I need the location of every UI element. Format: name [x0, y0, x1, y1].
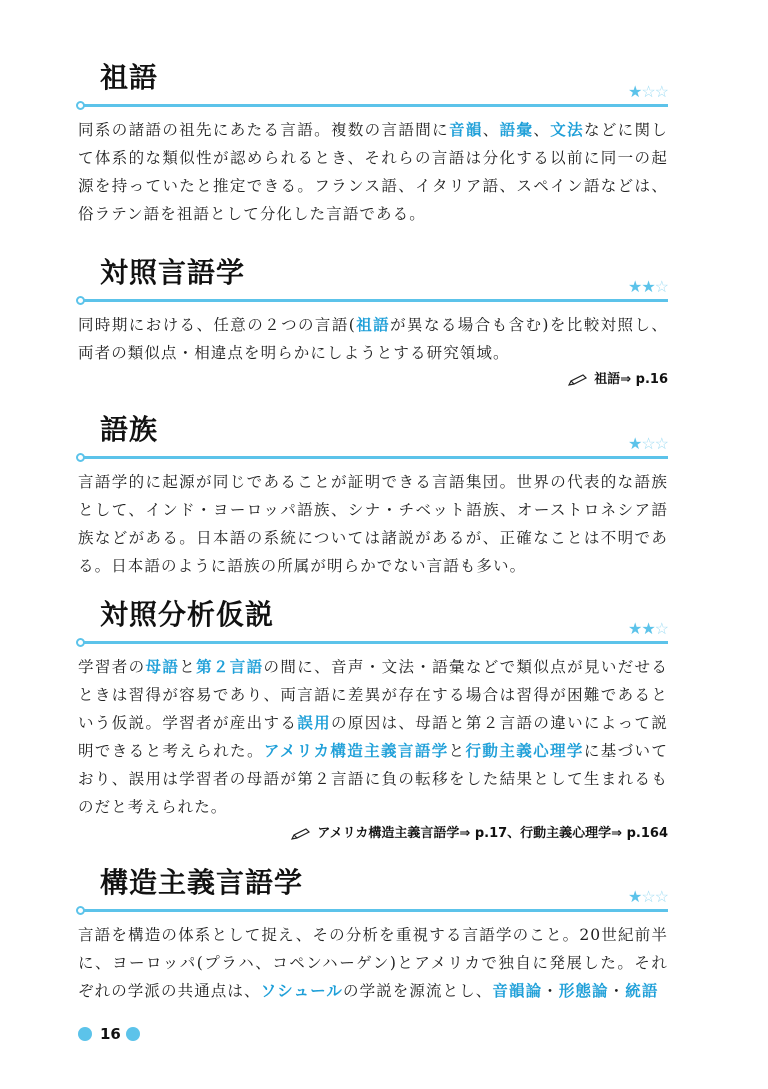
star-filled-icon: ★★ — [627, 277, 655, 296]
star-filled-icon: ★ — [627, 434, 642, 453]
star-empty-icon: ☆☆ — [641, 82, 668, 101]
entry-header — [78, 407, 668, 459]
cross-reference — [78, 369, 668, 391]
title-underline — [78, 909, 668, 912]
body-text: が異なる場合も含む)を比較対照し、両者の類似点・相違点を明らかにしようとする研究領域。 — [78, 316, 669, 362]
star-filled-icon: ★ — [627, 887, 642, 906]
title-underline — [78, 299, 668, 302]
star-empty-icon: ☆ — [654, 619, 668, 638]
entry-body — [78, 653, 668, 821]
star-empty-icon: ☆☆ — [641, 887, 668, 906]
page-number: 16 — [100, 1025, 121, 1043]
keyword: 第２言語 — [196, 658, 264, 676]
difficulty-stars — [628, 436, 668, 452]
body-text: 言語を構造の体系として捉え、その分析を重視する言語学のこと。20世紀前半に、ヨーロッパ(プラハ、コペンハーゲン)とアメリカで独自に発展した。それぞれの学派の共通点は、 — [78, 926, 668, 1000]
entry-header — [78, 250, 668, 302]
cross-reference — [78, 823, 668, 845]
body-text: の原因は、母語と第２言語の違いによって説明できると考えられた。 — [78, 714, 668, 760]
star-empty-icon: ☆☆ — [641, 434, 668, 453]
keyword: 誤用 — [297, 714, 331, 732]
entry-body — [78, 921, 668, 1005]
body-text: 同時期における、任意の２つの言語( — [78, 316, 356, 334]
difficulty-stars — [628, 889, 668, 905]
title-underline — [78, 104, 668, 107]
entry-gozoku — [78, 407, 668, 580]
body-text: 、 — [533, 121, 551, 139]
underline-dot — [76, 453, 85, 462]
entry-kozo-shugi-gengogaku — [78, 860, 668, 1005]
keyword: 祖語 — [355, 316, 391, 334]
footer-dot-right — [126, 1027, 140, 1041]
entry-header — [78, 592, 668, 644]
body-text: ・ — [608, 982, 626, 1000]
entry-title: 語族 — [100, 413, 159, 446]
title-underline — [78, 456, 668, 459]
body-text: 、 — [482, 121, 500, 139]
keyword: 音韻 — [449, 121, 483, 139]
body-text: の学説を源流とし、 — [343, 982, 493, 1000]
keyword: アメリカ構造主義言語学 — [263, 742, 449, 760]
cross-reference-text: アメリカ構造主義言語学⇒ p.17、行動主義心理学⇒ p.164 — [317, 826, 668, 841]
keyword: 統語 — [625, 982, 659, 1000]
difficulty-stars — [628, 84, 668, 100]
difficulty-stars — [628, 279, 668, 295]
entry-taisho-bunseki-kasetsu — [78, 592, 668, 845]
keyword: ソシュール — [260, 982, 343, 1000]
entry-header — [78, 55, 668, 107]
entry-title: 構造主義言語学 — [100, 866, 304, 899]
star-empty-icon: ☆ — [654, 277, 668, 296]
underline-dot — [76, 638, 85, 647]
star-filled-icon: ★ — [627, 82, 642, 101]
body-text: ・ — [542, 982, 559, 1000]
pencil-icon — [291, 828, 311, 840]
entry-title: 祖語 — [100, 61, 159, 94]
body-text: と — [179, 658, 197, 676]
keyword: 行動主義心理学 — [465, 742, 584, 760]
keyword: 母語 — [145, 658, 180, 676]
underline-dot — [76, 101, 85, 110]
keyword: 語彙 — [499, 121, 534, 139]
body-text: などに関して体系的な類似性が認められるとき、それらの言語は分化する以前に同一の起源を持っていたと推定できる。フランス語、イタリア語、スペイン語などは、俗ラテン語を祖語として分化した言語である。 — [78, 121, 669, 223]
body-text: 学習者の — [78, 658, 146, 676]
keyword: 文法 — [550, 121, 584, 139]
footer-dot-left — [78, 1027, 92, 1041]
body-text: と — [448, 742, 466, 760]
difficulty-stars — [628, 621, 668, 637]
body-text: 同系の諸語の祖先にあたる言語。複数の言語間に — [78, 121, 449, 139]
entry-body — [78, 116, 668, 228]
body-text: 言語学的に起源が同じであることが証明できる言語集団。世界の代表的な語族として、インド・ヨーロッパ語族、シナ・チベット語族、オーストロネシア語族などがある。日本語の系統については諸説があるが、正確なことは不明である。日本語のように語族の所属が明らかでない言語も多い。 — [78, 473, 668, 575]
cross-reference-text: 祖語⇒ p.16 — [594, 372, 668, 387]
entry-title: 対照言語学 — [100, 256, 246, 289]
title-underline — [78, 641, 668, 644]
pencil-icon — [568, 374, 588, 386]
keyword: 形態論 — [558, 982, 609, 1000]
body-text: の間に、音声・文法・語彙などで類似点が見いだせるときは習得が容易であり、両言語に差異が存在する場合は習得が困難であるという仮説。学習者が産出する — [78, 658, 669, 732]
underline-dot — [76, 296, 85, 305]
body-text: に基づいており、誤用は学習者の母語が第２言語に負の転移をした結果として生まれるものだと考えられた。 — [78, 742, 668, 816]
entry-body — [78, 311, 668, 367]
entry-title: 対照分析仮説 — [100, 598, 275, 631]
underline-dot — [76, 906, 85, 915]
entry-sogo — [78, 55, 668, 228]
entry-taisho-gengogaku — [78, 250, 668, 391]
entry-body — [78, 468, 668, 580]
keyword: 音韻論 — [492, 982, 543, 1000]
entry-header — [78, 860, 668, 912]
star-filled-icon: ★★ — [627, 619, 655, 638]
